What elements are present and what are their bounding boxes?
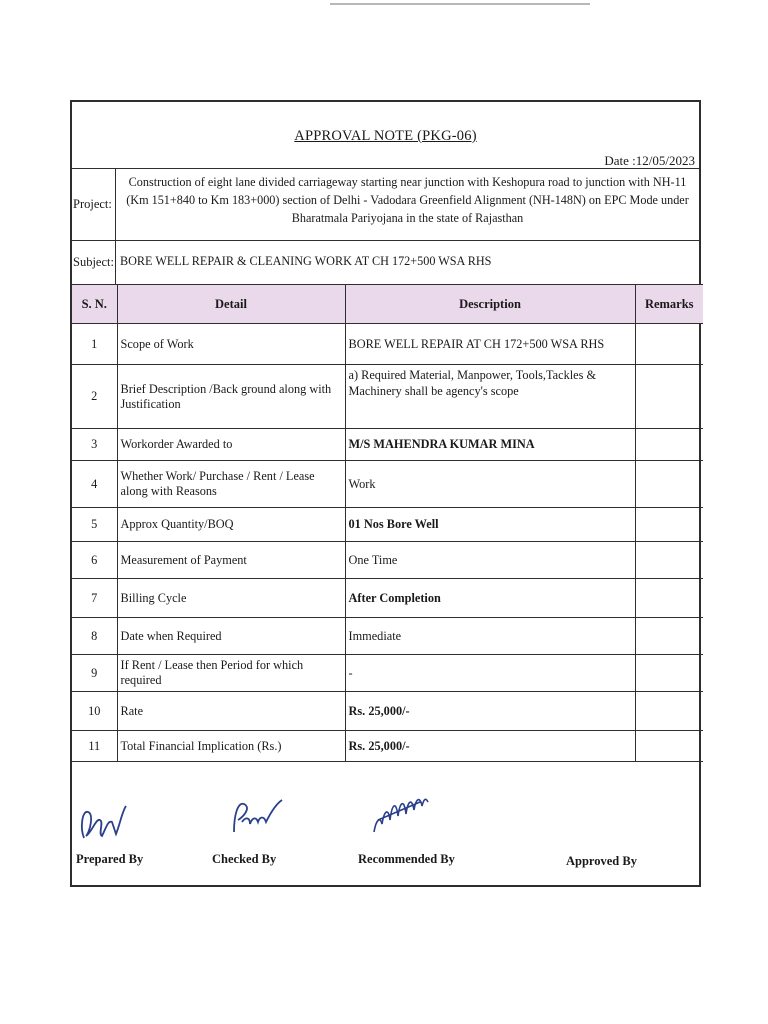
row-remarks bbox=[635, 461, 703, 508]
row-sn: 11 bbox=[72, 731, 117, 762]
table-row bbox=[72, 365, 703, 429]
table-row bbox=[72, 731, 703, 762]
row-description: 01 Nos Bore Well bbox=[345, 508, 635, 542]
row-remarks bbox=[635, 542, 703, 579]
row-description: Rs. 25,000/- bbox=[345, 731, 635, 762]
row-description: BORE WELL REPAIR AT CH 172+500 WSA RHS bbox=[345, 324, 635, 365]
table-row bbox=[72, 461, 703, 508]
table-row bbox=[72, 692, 703, 731]
row-sn: 10 bbox=[72, 692, 117, 731]
table-row bbox=[72, 542, 703, 579]
project-row bbox=[72, 168, 699, 241]
row-detail: Rate bbox=[117, 692, 345, 731]
subject-label: Subject: bbox=[72, 240, 116, 284]
checked-by-label: Checked By bbox=[212, 852, 277, 866]
row-remarks bbox=[635, 429, 703, 461]
table-row bbox=[72, 324, 703, 365]
table-row bbox=[72, 655, 703, 692]
row-remarks bbox=[635, 618, 703, 655]
row-detail: Date when Required bbox=[117, 618, 345, 655]
row-sn: 9 bbox=[72, 655, 117, 692]
title-row bbox=[72, 102, 699, 169]
row-detail: Brief Description /Back ground along with Justification bbox=[117, 365, 345, 429]
row-detail: Approx Quantity/BOQ bbox=[117, 508, 345, 542]
recommended-by-label: Recommended By bbox=[358, 852, 455, 866]
row-description: a) Required Material, Manpower, Tools,Tackles & Machinery shall be agency's scope bbox=[345, 365, 635, 429]
row-remarks bbox=[635, 655, 703, 692]
row-detail: Measurement of Payment bbox=[117, 542, 345, 579]
row-description: Work bbox=[345, 461, 635, 508]
row-description: Rs. 25,000/- bbox=[345, 692, 635, 731]
row-remarks bbox=[635, 579, 703, 618]
row-sn: 8 bbox=[72, 618, 117, 655]
table-row bbox=[72, 618, 703, 655]
row-remarks bbox=[635, 324, 703, 365]
row-detail: Billing Cycle bbox=[117, 579, 345, 618]
row-description: One Time bbox=[345, 542, 635, 579]
row-sn: 4 bbox=[72, 461, 117, 508]
table-header-row bbox=[72, 285, 703, 324]
row-remarks bbox=[635, 731, 703, 762]
row-detail: Total Financial Implication (Rs.) bbox=[117, 731, 345, 762]
subject-row bbox=[72, 240, 699, 285]
details-table bbox=[72, 284, 703, 762]
prepared-signature bbox=[76, 798, 136, 848]
row-detail: Workorder Awarded to bbox=[117, 429, 345, 461]
header-description: Description bbox=[345, 285, 635, 324]
row-sn: 5 bbox=[72, 508, 117, 542]
approval-note-document bbox=[70, 100, 701, 887]
checked-signature bbox=[228, 792, 288, 842]
row-description: - bbox=[345, 655, 635, 692]
row-detail: Whether Work/ Purchase / Rent / Lease along with Reasons bbox=[117, 461, 345, 508]
document-title: APPROVAL NOTE (PKG-06) bbox=[294, 128, 477, 144]
prepared-by-label: Prepared By bbox=[76, 852, 144, 866]
row-sn: 6 bbox=[72, 542, 117, 579]
row-sn: 2 bbox=[72, 365, 117, 429]
recommended-signature bbox=[368, 790, 432, 840]
table-row bbox=[72, 429, 703, 461]
approved-by-label: Approved By bbox=[566, 854, 637, 868]
header-sn: S. N. bbox=[72, 285, 117, 324]
row-description: M/S MAHENDRA KUMAR MINA bbox=[345, 429, 635, 461]
row-detail: If Rent / Lease then Period for which required bbox=[117, 655, 345, 692]
row-sn: 3 bbox=[72, 429, 117, 461]
table-row bbox=[72, 508, 703, 542]
row-remarks bbox=[635, 508, 703, 542]
header-detail: Detail bbox=[117, 285, 345, 324]
subject-text: BORE WELL REPAIR & CLEANING WORK AT CH 172+500 WSA RHS bbox=[120, 254, 492, 268]
signature-section bbox=[72, 762, 699, 885]
scan-mark bbox=[330, 3, 590, 5]
row-sn: 7 bbox=[72, 579, 117, 618]
project-label: Project: bbox=[72, 168, 116, 240]
document-date: Date :12/05/2023 bbox=[604, 153, 695, 168]
row-remarks bbox=[635, 365, 703, 429]
row-description: Immediate bbox=[345, 618, 635, 655]
row-detail: Scope of Work bbox=[117, 324, 345, 365]
row-description: After Completion bbox=[345, 579, 635, 618]
header-remarks: Remarks bbox=[635, 285, 703, 324]
project-text: Construction of eight lane divided carriageway starting near junction with Keshopura road to junction with NH-11 (Km 151+840 to Km 183+000) section of Delhi - Vadodara Greenfield Alignment (NH-148N) on EPC Mode under Bharatmala Pariyojana in the state of Rajasthan bbox=[126, 175, 689, 225]
row-sn: 1 bbox=[72, 324, 117, 365]
table-row bbox=[72, 579, 703, 618]
row-remarks bbox=[635, 692, 703, 731]
